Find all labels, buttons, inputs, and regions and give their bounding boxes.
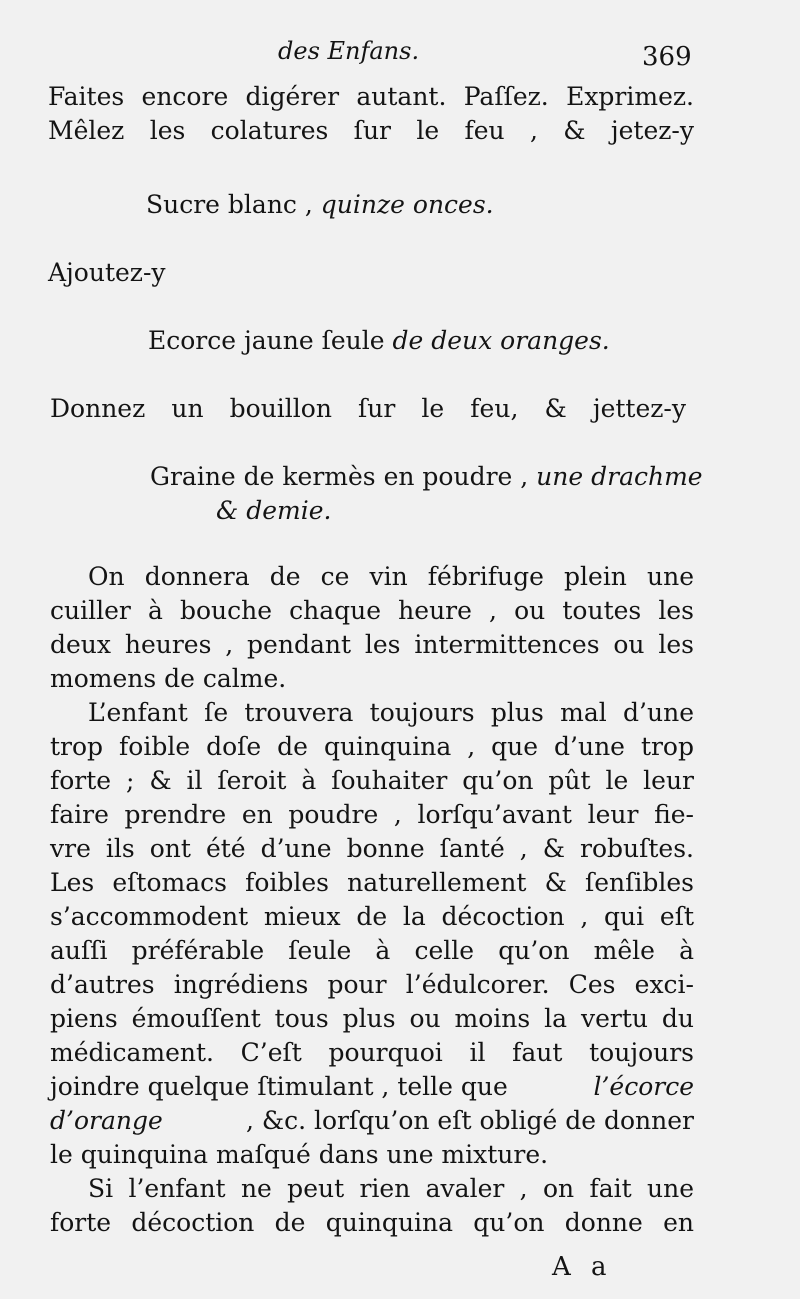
paragraph-line: On donnera de ce vin fébrifuge plein une [88,562,694,591]
paragraph-line: faire prendre en poudre , lorſqu’avant leur fie- [50,800,694,829]
ingredient-name: Sucre blanc , [146,190,321,219]
paragraph-line: médicament. C’eſt pourquoi il faut toujours [50,1038,694,1067]
paragraph-line: piens émouſſent tous plus ou moins la vertu du [50,1004,694,1033]
ingredient-name: Graine de kermès en poudre , [150,462,537,491]
line-text: , &c. lorſqu’on eſt obligé de donner [245,1106,694,1135]
text-line: Mêlez les colatures ſur le feu , & jetez-y [48,116,694,145]
paragraph-line [50,1070,694,1104]
text-line: Donnez un bouillon ſur le feu, & jettez-y [50,394,686,423]
recipe-item [146,188,494,222]
paragraph-line: forte ; & il ſeroit à ſouhaiter qu’on pût le leur [50,766,694,795]
recipe-item [150,460,703,494]
italic-term: d’orange [50,1106,163,1135]
paragraph-line: s’accommodent mieux de la décoction , qui eſt [50,902,694,931]
line-text: joindre quelque ſtimulant , telle que [50,1072,508,1101]
paragraph-line: le quinquina maſqué dans une mixture. [50,1140,549,1169]
ingredient-quantity-cont: & demie. [216,496,332,525]
page-number: 369 [642,42,692,72]
signature-mark: A a [552,1252,613,1282]
paragraph-line: d’autres ingrédiens pour l’édulcorer. Ces exci- [50,970,694,999]
paragraph-line: Les eſtomacs foibles naturellement & ſenſibles [50,868,694,897]
paragraph-line: auſſi préférable ſeule à celle qu’on mêle à [50,936,694,965]
running-header: des Enfans. [278,37,420,65]
text-line: Ajoutez-y [48,258,166,287]
paragraph-line: cuiller à bouche chaque heure , ou toutes les [50,596,694,625]
paragraph-line [50,1104,694,1138]
paragraph-line: vre ils ont été d’une bonne ſanté , & robuſtes. [50,834,694,863]
paragraph-line: deux heures , pendant les intermittences ou les [50,630,694,659]
ingredient-quantity: de deux oranges. [392,326,610,355]
paragraph-line: Si l’enfant ne peut rien avaler , on fait une [88,1174,694,1203]
italic-term: l’écorce [593,1072,694,1101]
ingredient-name: Ecorce jaune ſeule [148,326,393,355]
recipe-item [148,324,610,358]
paragraph-line: trop foible doſe de quinquina , que d’une trop [50,732,694,761]
paragraph-line: forte décoction de quinquina qu’on donne en [50,1208,694,1237]
text-line: Faites encore digérer autant. Paſſez. Exprimez. [48,82,694,111]
ingredient-quantity: quinze onces. [320,190,494,219]
paragraph-line: L’enfant ſe trouvera toujours plus mal d’une [88,698,694,727]
paragraph-line: momens de calme. [50,664,287,693]
ingredient-quantity: une drachme [536,462,703,491]
